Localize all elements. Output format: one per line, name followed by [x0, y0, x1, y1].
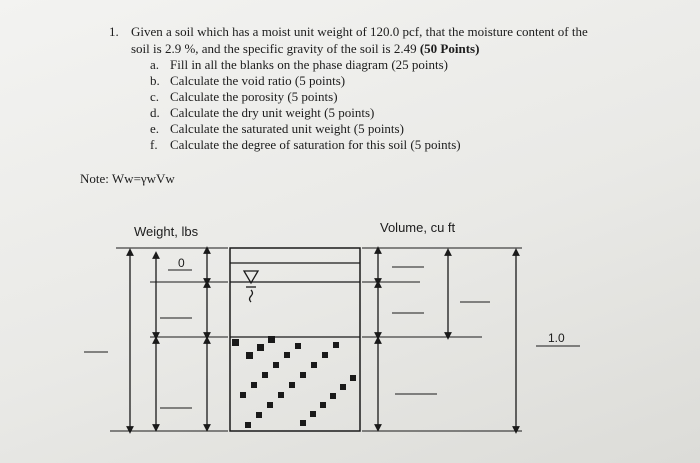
item-a: a. Fill in all the blanks on the phase diagram (25 points) — [150, 57, 449, 72]
weight-header: Weight, lbs — [134, 224, 199, 239]
total-volume-value: 1.0 — [548, 331, 565, 345]
note: Note: Ww=γwVw — [80, 171, 175, 186]
item-b: b. Calculate the void ratio (5 points) — [150, 73, 346, 88]
volume-guides — [362, 248, 522, 431]
phase-block — [230, 248, 360, 431]
phase-block-outline — [230, 248, 360, 431]
item-d: d. Calculate the dry unit weight (5 points) — [150, 105, 375, 120]
volume-blanks — [392, 267, 580, 394]
weight-blanks — [84, 270, 192, 408]
question-number: 1. — [109, 24, 119, 39]
item-f: f. Calculate the degree of saturation for this soil (5 points) — [150, 137, 461, 152]
item-c: c. Calculate the porosity (5 points) — [150, 89, 338, 104]
question-line-1: Given a soil which has a moist unit weight of 120.0 pcf, that the moisture content of the — [131, 24, 588, 39]
volume-header: Volume, cu ft — [380, 220, 456, 235]
weight-guides — [110, 248, 228, 431]
air-weight-value: 0 — [178, 256, 185, 270]
question-points: (50 Points) — [419, 41, 480, 56]
volume-arrows — [378, 250, 516, 430]
note-formula: Ww=γwVw — [111, 171, 175, 186]
question-line-2-text: soil is 2.9 %, and the specific gravity of the soil is 2.49 — [131, 41, 417, 56]
solid-hatch — [232, 336, 356, 428]
weight-arrows — [130, 250, 207, 430]
water-symbol — [244, 271, 258, 302]
item-e: e. Calculate the saturated unit weight (5 points) — [150, 121, 404, 136]
